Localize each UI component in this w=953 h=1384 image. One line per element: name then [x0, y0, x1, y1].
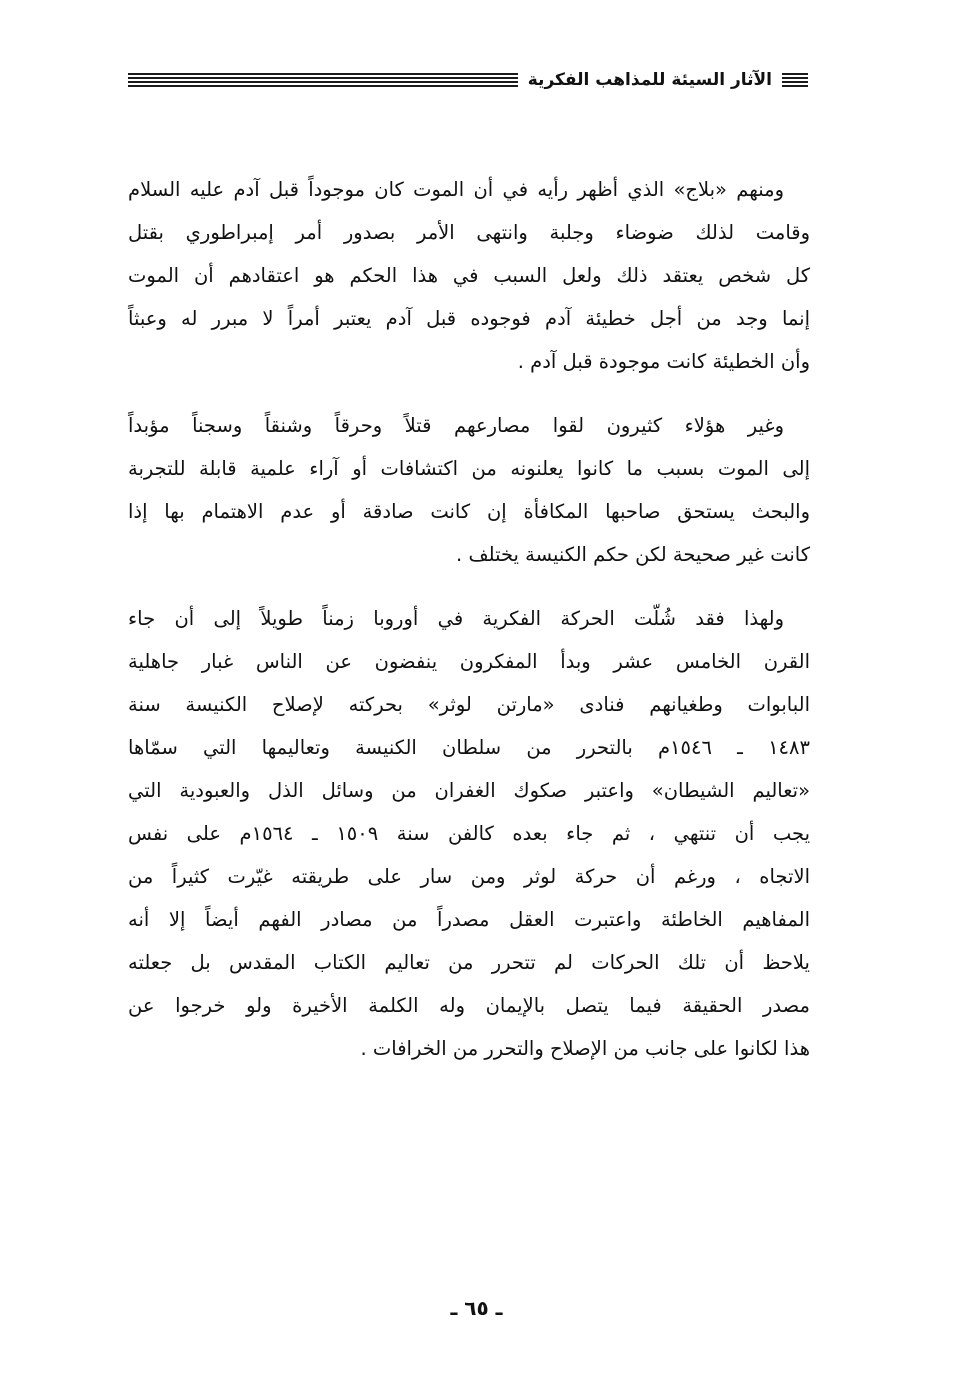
text-line: البابوات وطغيانهم فنادى «مارتن لوثر» بحركته لإصلاح الكنيسة سنة: [128, 693, 810, 716]
text-line: كانت غير صحيحة لكن حكم الكنيسة يختلف .: [456, 543, 810, 566]
text-line: كل شخص يعتقد ذلك ولعل السبب في هذا الحكم هو اعتقادهم أن الموت: [128, 264, 810, 287]
header-rule-right: [782, 73, 808, 87]
page-number: ـ ٦٥ ـ: [450, 1296, 503, 1320]
text-line: إلى الموت بسبب ما كانوا يعلنونه من اكتشافات أو آراء علمية قابلة للتجربة: [128, 457, 810, 480]
body-text: [128, 168, 810, 1091]
paragraph-3: [128, 597, 810, 1070]
text-line: ١٤٨٣ ـ ١٥٤٦م بالتحرر من سلطان الكنيسة وتعاليمها التي سمّاها: [128, 736, 810, 759]
text-line: إنما وجد من أجل خطيئة آدم فوجوده قبل آدم يعتبر أمراً لا مبرر له وعبثاً: [128, 307, 810, 330]
text-line: مصدر الحقيقة فيما يتصل بالإيمان وله الكلمة الأخيرة ولو خرجوا عن: [128, 994, 810, 1017]
text-line: هذا لكانوا على جانب من الإصلاح والتحرر من الخرافات .: [360, 1037, 810, 1060]
text-line: وغير هؤلاء كثيرون لقوا مصارعهم قتلاً وحرقاً وشنقاً وسجناً مؤبداً: [128, 414, 784, 437]
text-line: وأن الخطيئة كانت موجودة قبل آدم .: [517, 350, 810, 373]
text-line: يجب أن تنتهي ، ثم جاء بعده كالفن سنة ١٥٠٩ ـ ١٥٦٤م على نفس: [128, 822, 810, 845]
text-line: يلاحظ أن تلك الحركات لم تتحرر من تعاليم الكتاب المقدس بل جعلته: [128, 951, 810, 974]
text-line: المفاهيم الخاطئة واعتبرت العقل مصدراً من مصادر الفهم أيضاً إلا أنه: [128, 908, 810, 931]
text-line: القرن الخامس عشر وبدأ المفكرون ينفضون عن الناس غبار جاهلية: [128, 650, 810, 673]
text-line: وقامت لذلك ضوضاء وجلبة وانتهى الأمر بصدور أمر إمبراطوري بقتل: [128, 221, 810, 244]
running-header: [128, 66, 808, 94]
text-line: والبحث يستحق صاحبها المكافأة إن كانت صادقة أو عدم الاهتمام بها إذا: [128, 500, 810, 523]
header-rule-left: [128, 73, 518, 87]
text-line: ولهذا فقد شُلّت الحركة الفكرية في أوروبا زمناً طويلاً إلى أن جاء: [128, 607, 784, 630]
header-title: الآثار السيئة للمذاهب الفكرية: [527, 70, 772, 90]
paragraph-2: [128, 404, 810, 576]
paragraph-1: [128, 168, 810, 383]
text-line: ومنهم «بلاج» الذي أظهر رأيه في أن الموت كان موجوداً قبل آدم عليه السلام: [128, 178, 784, 201]
text-line: الاتجاه ، ورغم أن حركة لوثر ومن سار على طريقته غيّرت كثيراً من: [128, 865, 810, 888]
text-line: «تعاليم الشيطان» واعتبر صكوك الغفران من وسائل الذل والعبودية التي: [128, 779, 810, 802]
